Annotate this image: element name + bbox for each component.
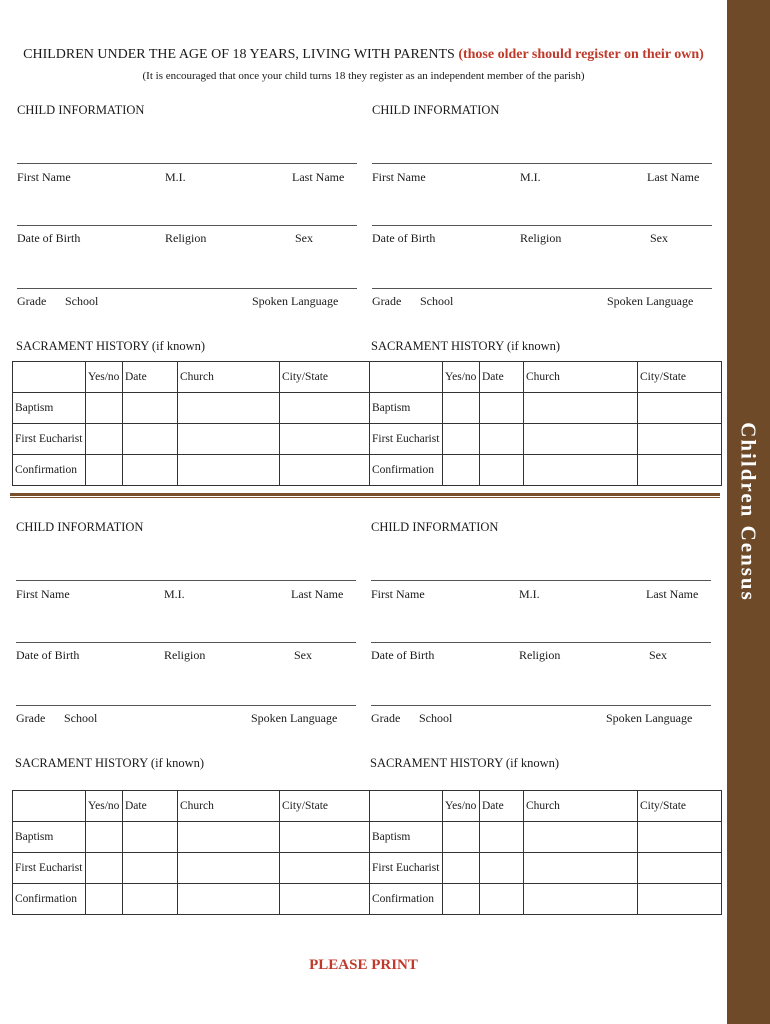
table-header-cell: Date [480, 791, 524, 822]
sacrament-input-cell[interactable] [86, 455, 123, 486]
table-header-blank [13, 791, 86, 822]
sacrament-input-cell[interactable] [443, 424, 480, 455]
first-name-label: First Name [372, 170, 426, 184]
table-header-cell: Date [480, 362, 524, 393]
sacrament-input-cell[interactable] [638, 424, 722, 455]
sacrament-input-cell[interactable] [524, 884, 638, 915]
religion-label: Religion [164, 648, 206, 662]
sacrament-table [12, 790, 722, 915]
table-row [13, 455, 722, 486]
first-name-label: First Name [371, 587, 425, 601]
sacrament-input-cell[interactable] [480, 822, 524, 853]
table-header-cell: Date [123, 791, 178, 822]
dob-label: Date of Birth [371, 648, 435, 662]
spoken-language-label: Spoken Language [606, 711, 693, 725]
name-field-line[interactable] [372, 163, 712, 164]
grade-field-line[interactable] [371, 705, 711, 706]
table-header-cell: City/State [638, 791, 722, 822]
spoken-language-label: Spoken Language [251, 711, 338, 725]
sacrament-input-cell[interactable] [178, 393, 280, 424]
school-label: School [419, 711, 453, 725]
table-row [13, 424, 722, 455]
religion-label: Religion [165, 231, 207, 245]
table-header-cell: Church [524, 791, 638, 822]
grade-label: Grade [17, 294, 47, 308]
sacrament-input-cell[interactable] [638, 455, 722, 486]
name-field-line[interactable] [17, 163, 357, 164]
sacrament-input-cell[interactable] [443, 393, 480, 424]
dob-field-line[interactable] [17, 225, 357, 226]
page-title [0, 47, 727, 63]
sex-label: Sex [295, 231, 313, 245]
sacrament-input-cell[interactable] [280, 884, 370, 915]
sacrament-input-cell[interactable] [443, 455, 480, 486]
grade-field-line[interactable] [16, 705, 356, 706]
table-header-blank [370, 362, 443, 393]
sacrament-table [12, 361, 722, 486]
grade-label: Grade [16, 711, 46, 725]
sacrament-input-cell[interactable] [86, 853, 123, 884]
sacrament-input-cell[interactable] [480, 884, 524, 915]
please-print: PLEASE PRINT [309, 957, 418, 973]
sacrament-row-label: Confirmation [13, 884, 86, 915]
table-header-blank [13, 362, 86, 393]
table-header-cell: City/State [280, 791, 370, 822]
sacrament-input-cell[interactable] [86, 393, 123, 424]
grade-field-line[interactable] [372, 288, 712, 289]
title-main: CHILDREN UNDER THE AGE OF 18 YEARS, LIVING WITH PARENTS [23, 47, 455, 62]
sacrament-input-cell[interactable] [123, 884, 178, 915]
sacrament-input-cell[interactable] [443, 853, 480, 884]
sex-label: Sex [650, 231, 668, 245]
sacrament-input-cell[interactable] [524, 822, 638, 853]
grade-label: Grade [372, 294, 402, 308]
title-note: (those older should register on their own) [458, 47, 704, 62]
sacrament-input-cell[interactable] [178, 884, 280, 915]
sacrament-row-label: Confirmation [370, 884, 443, 915]
mi-label: M.I. [520, 170, 541, 184]
table-header-cell: Yes/no [443, 791, 480, 822]
first-name-label: First Name [17, 170, 71, 184]
sacrament-input-cell[interactable] [123, 853, 178, 884]
table-row [13, 884, 722, 915]
sacrament-input-cell[interactable] [480, 424, 524, 455]
sacrament-row-label: First Eucharist [13, 853, 86, 884]
child-info-heading: CHILD INFORMATION [17, 103, 145, 117]
sacrament-row-label: First Eucharist [370, 424, 443, 455]
table-row [13, 393, 722, 424]
table-header-cell: Date [123, 362, 178, 393]
last-name-label: Last Name [647, 170, 700, 184]
last-name-label: Last Name [291, 587, 344, 601]
section-divider [10, 493, 720, 498]
table-header-cell: Yes/no [86, 362, 123, 393]
sacrament-input-cell[interactable] [280, 393, 370, 424]
last-name-label: Last Name [292, 170, 345, 184]
sacrament-input-cell[interactable] [638, 393, 722, 424]
grade-field-line[interactable] [17, 288, 357, 289]
dob-label: Date of Birth [17, 231, 81, 245]
sacrament-input-cell[interactable] [123, 424, 178, 455]
sacrament-input-cell[interactable] [638, 884, 722, 915]
table-row [13, 822, 722, 853]
table-header-cell: City/State [638, 362, 722, 393]
grade-label: Grade [371, 711, 401, 725]
sacrament-input-cell[interactable] [178, 424, 280, 455]
name-field-line[interactable] [16, 580, 356, 581]
sacrament-history-heading: SACRAMENT HISTORY (if known) [16, 339, 206, 353]
table-header-blank [370, 791, 443, 822]
sacrament-input-cell[interactable] [86, 884, 123, 915]
sacrament-row-label: Confirmation [370, 455, 443, 486]
sacrament-input-cell[interactable] [280, 424, 370, 455]
religion-label: Religion [519, 648, 561, 662]
school-label: School [64, 711, 98, 725]
sacrament-input-cell[interactable] [524, 424, 638, 455]
sacrament-input-cell[interactable] [524, 393, 638, 424]
sacrament-input-cell[interactable] [638, 822, 722, 853]
child-info-heading: CHILD INFORMATION [16, 520, 144, 534]
sacrament-input-cell[interactable] [280, 455, 370, 486]
sacrament-input-cell[interactable] [123, 822, 178, 853]
sacrament-input-cell[interactable] [524, 455, 638, 486]
spoken-language-label: Spoken Language [252, 294, 339, 308]
table-header-cell: City/State [280, 362, 370, 393]
table-header-cell: Church [524, 362, 638, 393]
table-header-cell: Church [178, 791, 280, 822]
sacrament-input-cell[interactable] [123, 393, 178, 424]
sacrament-row-label: Confirmation [13, 455, 86, 486]
sacrament-history-heading: SACRAMENT HISTORY (if known) [371, 339, 561, 353]
mi-label: M.I. [165, 170, 186, 184]
first-name-label: First Name [16, 587, 70, 601]
sacrament-input-cell[interactable] [178, 853, 280, 884]
sacrament-row-label: First Eucharist [13, 424, 86, 455]
dob-field-line[interactable] [16, 642, 356, 643]
school-label: School [420, 294, 454, 308]
sacrament-input-cell[interactable] [280, 822, 370, 853]
religion-label: Religion [520, 231, 562, 245]
sacrament-row-label: First Eucharist [370, 853, 443, 884]
sacrament-input-cell[interactable] [178, 822, 280, 853]
sacrament-input-cell[interactable] [638, 853, 722, 884]
child-info-heading: CHILD INFORMATION [371, 520, 499, 534]
sacrament-input-cell[interactable] [480, 853, 524, 884]
sacrament-input-cell[interactable] [123, 455, 178, 486]
table-header-cell: Yes/no [86, 791, 123, 822]
sacrament-input-cell[interactable] [178, 455, 280, 486]
school-label: School [65, 294, 99, 308]
mi-label: M.I. [164, 587, 185, 601]
mi-label: M.I. [519, 587, 540, 601]
sacrament-input-cell[interactable] [524, 853, 638, 884]
spoken-language-label: Spoken Language [607, 294, 694, 308]
sacrament-history-heading: SACRAMENT HISTORY (if known) [370, 756, 560, 770]
dob-field-line[interactable] [371, 642, 711, 643]
sex-label: Sex [294, 648, 312, 662]
sacrament-input-cell[interactable] [443, 822, 480, 853]
dob-label: Date of Birth [16, 648, 80, 662]
sex-label: Sex [649, 648, 667, 662]
sacrament-history-heading: SACRAMENT HISTORY (if known) [15, 756, 205, 770]
table-row [13, 853, 722, 884]
child-info-heading: CHILD INFORMATION [372, 103, 500, 117]
sacrament-row-label: Baptism [13, 822, 86, 853]
dob-label: Date of Birth [372, 231, 436, 245]
page-subtitle: (It is encouraged that once your child turns 18 they register as an independent member of the parish) [142, 70, 585, 82]
last-name-label: Last Name [646, 587, 699, 601]
dob-field-line[interactable] [372, 225, 712, 226]
sacrament-row-label: Baptism [370, 393, 443, 424]
sacrament-input-cell[interactable] [86, 822, 123, 853]
sacrament-input-cell[interactable] [480, 393, 524, 424]
sacrament-input-cell[interactable] [280, 853, 370, 884]
sacrament-input-cell[interactable] [443, 884, 480, 915]
name-field-line[interactable] [371, 580, 711, 581]
sacrament-input-cell[interactable] [480, 455, 524, 486]
table-header-cell: Church [178, 362, 280, 393]
sidebar-title: Children Census [736, 422, 761, 602]
sacrament-input-cell[interactable] [86, 424, 123, 455]
table-header-cell: Yes/no [443, 362, 480, 393]
sacrament-row-label: Baptism [13, 393, 86, 424]
sacrament-row-label: Baptism [370, 822, 443, 853]
